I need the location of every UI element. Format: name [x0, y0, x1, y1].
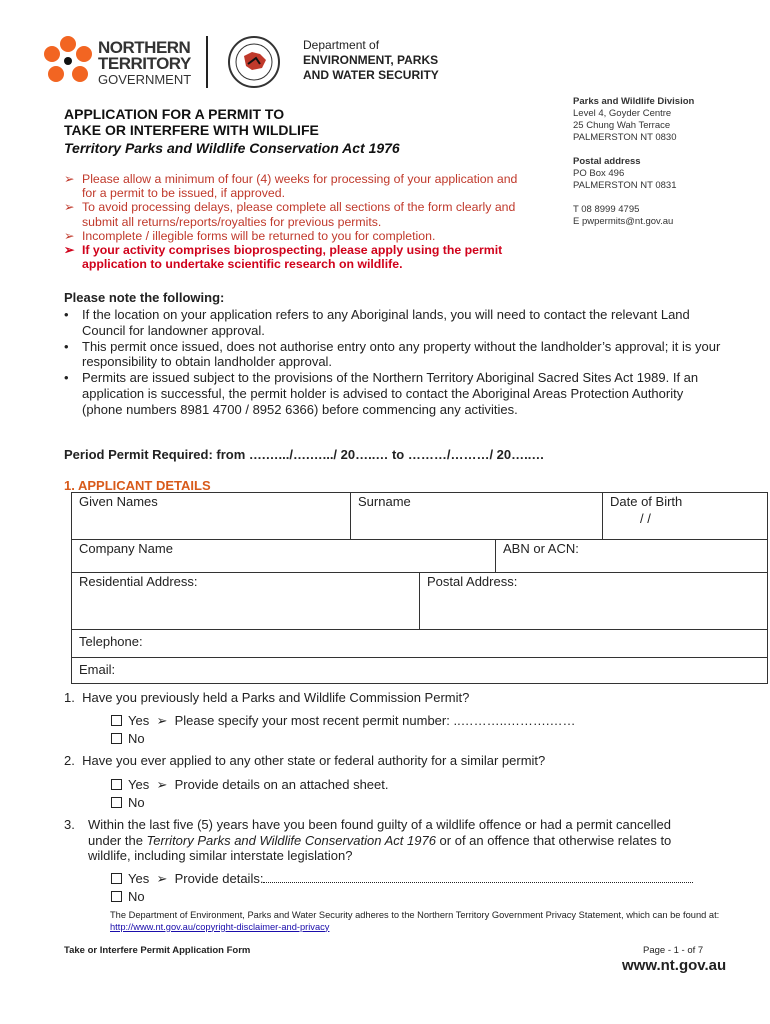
instructions-list — [64, 172, 534, 271]
q2-yes-option[interactable]: Yes ➢ Provide details on an attached sheet. — [111, 777, 389, 793]
arrow-bullet-icon: ➢ — [64, 243, 75, 258]
form-subtitle: Territory Parks and Wildlife Conservation Act 1976 — [64, 140, 400, 156]
arrow-bullet-icon: ➢ — [64, 228, 75, 243]
section-heading-applicant: 1. APPLICANT DETAILS — [64, 478, 211, 493]
address-line: 25 Chung Wah Terrace — [573, 120, 671, 131]
checkbox[interactable] — [111, 733, 122, 744]
question-3: 3. Within the last five (5) years have you been found guilty of a wildlife offence or had a permit cancelled under the Territory Parks and Wildlife Conservation Act 1976 or of an offence that otherwise relates to wildlife, including similar interstate legislation? — [64, 817, 672, 863]
instruction-item: ➢ Incomplete / illegible forms will be returned to you for completion. — [64, 228, 436, 243]
arrow-bullet-icon: ➢ — [64, 172, 75, 186]
dob-field[interactable]: Date of Birth / / — [602, 492, 768, 540]
header-divider — [206, 36, 208, 88]
details-line[interactable] — [263, 882, 693, 883]
note-item: • This permit once issued, does not authorise entry onto any property without the landholder’s approval; it is your responsibility to obtain landholder approval. — [64, 338, 721, 370]
checkbox[interactable] — [111, 873, 122, 884]
note-item: • If the location on your application refers to any Aboriginal lands, you will need to contact the relevant Land Council for landowner approval. — [64, 307, 690, 338]
department-seal-icon — [222, 34, 286, 90]
contact-block — [573, 96, 763, 228]
company-name-field[interactable]: Company Name — [71, 539, 496, 573]
checkbox[interactable] — [111, 891, 122, 902]
notes-list — [64, 307, 724, 418]
surname-field[interactable]: Surname — [350, 492, 603, 540]
instruction-item: ➢ Please allow a minimum of four (4) weeks for processing of your application and for a permit to be issued, if approved. — [64, 172, 518, 201]
q3-yes-option[interactable]: Yes ➢ Provide details: — [111, 871, 693, 887]
residential-address-field[interactable]: Residential Address: — [71, 572, 420, 630]
q2-no-option[interactable]: No — [111, 795, 145, 810]
contact-phone: T 08 8999 4795 — [573, 204, 640, 215]
period-required[interactable]: Period Permit Required: from ….….../….….../ 20…..… to ………/………/ 20…..… — [64, 447, 545, 462]
postal-line: PO Box 496 — [573, 168, 625, 179]
question-1: 1. Have you previously held a Parks and Wildlife Commission Permit? — [64, 690, 470, 705]
question-2: 2. Have you ever applied to any other state or federal authority for a similar permit? — [64, 753, 546, 768]
q3-no-option[interactable]: No — [111, 889, 145, 904]
given-names-field[interactable]: Given Names — [71, 492, 351, 540]
q1-no-option[interactable]: No — [111, 731, 145, 746]
postal-address-field[interactable]: Postal Address: — [419, 572, 768, 630]
footer-url[interactable]: www.nt.gov.au — [622, 957, 727, 974]
address-line: PALMERSTON NT 0830 — [573, 132, 677, 143]
checkbox[interactable] — [111, 779, 122, 790]
privacy-link[interactable]: http://www.nt.gov.au/copyright-disclaimer-and-privacy — [110, 921, 330, 932]
q1-yes-option[interactable]: Yes ➢ Please specify your most recent permit number: ..………..……….…… — [111, 713, 576, 729]
note-item: • Permits are issued subject to the provisions of the Northern Territory Aboriginal Sacred Sites Act 1989. If an application is successful, the permit holder is advised to contact the Aboriginal Areas Protection Authority (phone numbers 8981 4700 / 8952 6366) before commencing any activities. — [64, 370, 699, 417]
footer-form-name: Take or Interfere Permit Application Form — [64, 945, 251, 956]
notes-heading: Please note the following: — [64, 290, 225, 305]
contact-email: E pwpermits@nt.gov.au — [573, 216, 674, 227]
abn-field[interactable]: ABN or ACN: — [495, 539, 768, 573]
form-title: APPLICATION FOR A PERMIT TO TAKE OR INTERFERE WITH WILDLIFE — [64, 106, 319, 138]
arrow-bullet-icon: ➢ — [64, 200, 75, 215]
checkbox[interactable] — [111, 715, 122, 726]
division-name: Parks and Wildlife Division — [573, 96, 695, 107]
instruction-item: ➢ To avoid processing delays, please complete all sections of the form clearly and submit all returns/reports/royalties for previous permits. — [64, 200, 516, 229]
checkbox[interactable] — [111, 797, 122, 808]
instruction-item: ➢ If your activity comprises bioprospecting, please apply using the permit application to undertake scientific research on wildlife. — [64, 243, 503, 272]
privacy-statement: The Department of Environment, Parks and Water Security adheres to the Northern Territory Government Privacy Statement, which can be found at: http://www.nt.gov.au/copyright-disclaimer-and-privacy — [110, 910, 720, 932]
postal-line: PALMERSTON NT 0831 — [573, 180, 677, 191]
footer-page-number: Page - 1 - of 7 — [643, 945, 704, 956]
department-name: Department of ENVIRONMENT, PARKS AND WATER SECURITY — [303, 38, 439, 82]
logo-government: GOVERNMENT — [98, 72, 192, 87]
nt-government-logo-icon — [40, 34, 96, 90]
logo-wordmark: NORTHERN TERRITORY — [98, 38, 191, 73]
telephone-field[interactable]: Telephone: — [71, 629, 768, 658]
email-field[interactable]: Email: — [71, 657, 768, 684]
postal-heading: Postal address — [573, 156, 641, 167]
address-line: Level 4, Goyder Centre — [573, 108, 672, 119]
